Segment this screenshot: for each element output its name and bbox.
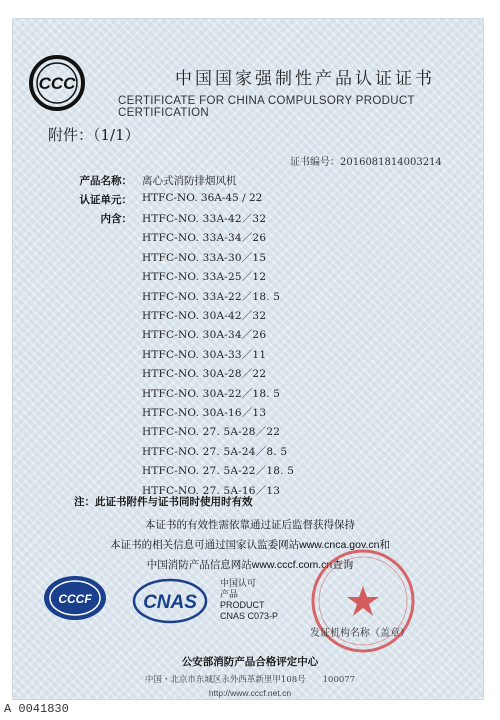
cccf-link: www.cccf.com.cn	[251, 559, 333, 571]
model-item: HTFC-NO. 27. 5A-28／22	[142, 426, 281, 439]
cnas-logo-text: CNAS	[143, 592, 197, 613]
validity-line-1: 本证书的有效性需依靠通过证后监督获得保持	[145, 519, 355, 531]
accreditation-mark	[220, 578, 278, 622]
attachment-label: 附件：（1/1）	[48, 126, 140, 144]
accreditation-line-4: CNAS C073-P	[220, 611, 279, 621]
model-item: HTFC-NO. 27. 5A-24／8. 5	[142, 445, 288, 458]
validity-note: 注：此证书附件与证书同时使用时有效	[74, 496, 253, 508]
ccc-logo	[28, 54, 86, 112]
issuer-website: http://www.cccf.net.cn	[208, 688, 292, 698]
issuer-label: 发证机构名称（盖章）	[310, 628, 410, 639]
accreditation-line-3: PRODUCT	[220, 600, 265, 610]
cccf-logo	[42, 574, 108, 622]
cnca-link: www.cnca.gov.cn	[299, 539, 380, 551]
title-cn: 中国国家强制性产品认证证书	[175, 69, 435, 89]
certificate-number: 证书编号：2016081814003214	[290, 157, 442, 168]
model-item: HTFC-NO. 27. 5A-22／18. 5	[142, 465, 295, 478]
model-item: HTFC-NO. 33A-30／15	[142, 251, 267, 264]
title-en: CERTIFICATE FOR CHINA COMPULSORY PRODUCT CERTIFICATION	[118, 95, 415, 119]
model-item: HTFC-NO. 33A-25／12	[142, 271, 267, 284]
accreditation-line-2: 产品	[220, 589, 239, 599]
issuer-address: 中国・北京市东城区永外西革新里甲108号 100077	[144, 675, 356, 685]
issuing-center-name: 公安部消防产品合格评定中心	[181, 656, 319, 668]
model-item: HTFC-NO. 30A-42／32	[142, 310, 267, 322]
model-item: HTFC-NO. 33A-34／26	[142, 232, 267, 245]
model-item: HTFC-NO. 30A-16／13	[142, 407, 267, 419]
ccc-logo-text: CCC	[38, 74, 76, 93]
accreditation-line-1: 中国认可	[220, 578, 257, 588]
model-item: HTFC-NO. 33A-42／32	[142, 213, 267, 225]
product-name-value: 离心式消防排烟风机	[142, 175, 237, 187]
cccf-logo-text: CCCF	[58, 592, 92, 606]
model-item: HTFC-NO. 30A-34／26	[142, 329, 267, 342]
validity-line-3-suffix: 查询	[332, 559, 354, 571]
validity-line-2-suffix: 和	[379, 539, 390, 551]
cnas-logo	[132, 578, 208, 624]
model-item: HTFC-NO. 30A-33／11	[142, 348, 267, 361]
validity-line-2-prefix: 本证书的相关信息可通过国家认监委网站	[110, 539, 300, 551]
validity-line-2	[0, 537, 500, 552]
validity-line-3-prefix: 中国消防产品信息网站	[146, 559, 252, 571]
validity-line-3	[0, 557, 500, 572]
model-item: HTFC-NO. 27. 5A-16／13	[142, 484, 281, 497]
official-seal	[308, 546, 418, 656]
model-item: HTFC-NO. 33A-22／18. 5	[142, 290, 281, 303]
product-name-label: 产品名称：	[79, 175, 132, 187]
model-item: HTFC-NO. 30A-28／22	[142, 368, 267, 381]
unit-value: HTFC-NO. 36A-45 / 22	[142, 192, 263, 204]
unit-label: 认证单元：	[79, 194, 132, 206]
contents-label: 内含：	[100, 213, 132, 225]
serial-number: A 0041830	[4, 702, 69, 716]
model-item: HTFC-NO. 30A-22／18. 5	[142, 387, 281, 400]
